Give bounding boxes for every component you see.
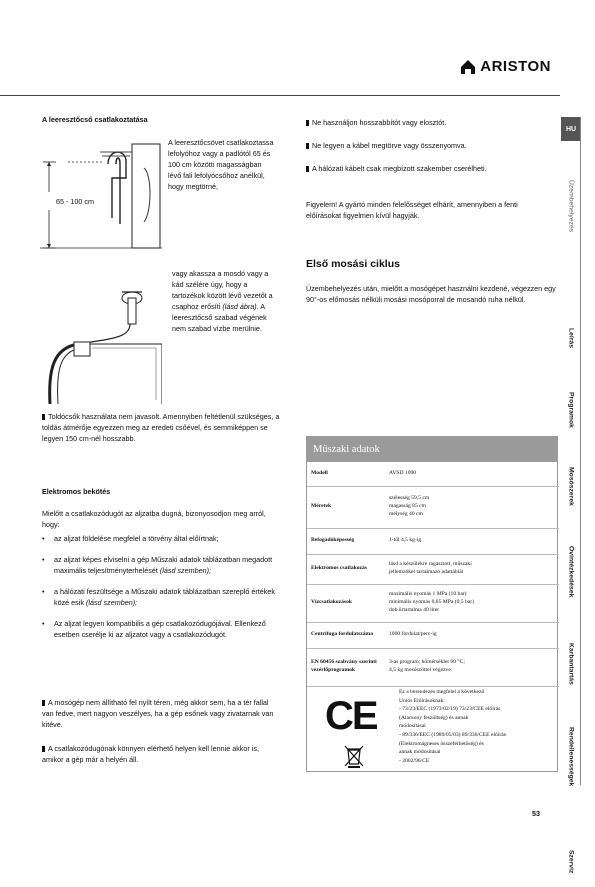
sidebar-tab-szerviz[interactable]: Szerviz [567,850,575,874]
checklist-item: • az aljzat képes elviselni a gép Műszaki adatok táblázatban megadott maximális teljesítményterhelését (lásd szemben); [42,554,282,576]
spec-value: szélesség 59,5 cm magasság 85 cm mélység 40 cm [385,486,559,528]
sidebar-tab-rendellenessegek[interactable]: Rendellenességek [567,727,575,787]
weee-bin-icon [343,744,365,768]
sidebar-tab-uzembehelyezes[interactable]: Üzembehelyezés [567,179,575,233]
note-marker [42,746,45,752]
spec-value: maximális nyomás 1 MPa (10 bar) minimális nyomás 0,05 MPa (0,5 bar) dob űrtartalma 40 liter [385,584,559,622]
note-marker [306,143,309,149]
electrical-intro: Mielőtt a csatlakozódugót az aljzatba dugná, bizonyosodjon meg arról, hogy: [42,509,266,529]
plug-access-warning: A csatlakozódugónak könnyen elérhető helyen kell lennie akkor is, amikor a gép már a helyén áll. [42,744,259,764]
sink-hook-illustration [44,288,162,404]
first-wash-text: Üzembehelyezés után, mielőtt a mosógépet használni kezdené, végezzen egy 90°-os előmosás nélküli mosási mosóporral de mosandó ruha nélkül. [306,284,556,304]
sidebar-tab-leiras[interactable]: Leírás [567,327,575,349]
spec-key: EN 60456 szabvány szerinti vezérlőprogramok [307,648,385,686]
table-row [307,554,559,584]
spec-key: Centrifuga fordulatszáma [307,622,385,648]
bullet-cable-kink: Ne legyen a kábel megtörve vagy összenyomva. [306,140,556,151]
wall-drain-illustration [40,138,162,250]
page-number: 53 [532,809,540,818]
checklist-item: • a hálózati feszültsége a Műszaki adatok táblázatban szereplő értékek közé esik (lásd szemben); [42,586,282,608]
ariston-house-icon [460,59,476,75]
bullet-cable-replace: A hálózati kábelt csak megbízott szakember cserélheti. [306,163,556,174]
ce-mark: CE [325,694,377,738]
brand-name: ARISTON [480,58,551,75]
note-marker [306,166,309,172]
bullet-no-extension: Ne használjon hosszabbítót vagy elosztót. [306,117,556,128]
spec-key: Modell [307,462,385,486]
spec-value: 1-től 4,5 kg-ig [385,528,559,554]
language-tab[interactable]: HU [561,117,581,141]
sidebar-tab-ovintezkedesek[interactable]: Óvintézkedések [567,546,575,598]
spec-key: Elektromos csatlakozás [307,554,385,584]
spec-table [306,462,558,772]
sidebar-tab-karbantartas[interactable]: Karbantartás [567,643,575,685]
extension-note: Toldócsők használata nem javasolt. Amennyiben feltétlenül szükséges, a toldás átmérője egyezzen meg az eredeti csőével, és semmiképpen se legyen 150 cm-nél hosszabb. [42,412,280,443]
section-sidebar [561,117,581,874]
spec-key: Méretek [307,486,385,528]
ce-compliance-area [307,686,557,770]
outdoor-warning: A mosógép nem állítható fel nyílt téren, még akkor sem, ha a tér fallal van fedve, mert nagyon veszélyes, ha a gép esőnek vagy zivatarnak van kitéve. [42,698,274,729]
table-row [307,462,559,486]
note-marker [42,700,45,706]
first-wash-title: Első mosási ciklus [306,258,400,270]
header-rule [0,95,560,96]
hose-instruction-1: A leeresztőcsövet csatlakoztassa lefolyóhoz vagy a padlótól 65 és 100 cm közötti magasságban lévő fali lefolyócsőhoz anélkül, hogy megtörné, [168,138,274,191]
spec-value: 3-as program; hőmérséklet 60 °C; 4,5 kg mosószöttel végezve. [385,648,559,686]
table-row [307,528,559,554]
spec-table-title: Műszaki adatok [306,436,558,462]
liability-warning: Figyelem! A gyártó minden felelősséget elhárít, amennyiben a fenti előírásokat figyelmen kívül hagyják. [306,200,518,220]
table-row [307,486,559,528]
spec-value: AVSD 1090 [385,462,559,486]
sidebar-divider [580,117,581,785]
electrical-checklist [42,533,282,640]
note-marker [306,120,309,126]
note-marker [42,414,45,420]
spec-key: Vízcsatlakozások [307,584,385,622]
hose-section-title: A leeresztőcső csatlakoztatása [42,115,148,124]
sidebar-tab-programok[interactable]: Programok [567,392,575,428]
spec-value: 1000 fordulat/perc-ig [385,622,559,648]
table-row [307,584,559,622]
electrical-section-title: Elektromos bekötés [42,487,111,496]
spec-key: Befogadóképesség [307,528,385,554]
height-dimension-label: 65 - 100 cm [56,197,94,206]
hose-instruction-2: vagy akassza a mosdó vagy a kád szélére úgy, hogy a tartozékok között lévő vezetőt a csaphoz erősíti (lásd ábra). A leeresztőcső szabad végének nem szabad vízbe merülnie. [172,269,273,333]
table-row [307,622,559,648]
ce-directives-text: Ez a berendezés megfelel a következő Uniós Előírásoknak: - 73/23/EEC (1973/02/19) 73/23/CEE előírás (Alacsony feszültség) és annak módosításai - 89/336/EEC (1989/05/03) 89/336/CEE előírás (Elektromágneses összeférhetőség) és annak módosításai - 2002/96/CE [399,689,506,764]
spec-value: lásd a készülékre ragasztott, műszaki jellemzőket tartalmazó adattáblát [385,554,559,584]
table-row [307,648,559,686]
checklist-item: • az aljzat földelése megfelel a törvény által előírtnak; [42,533,282,544]
checklist-item: • Az aljzat legyen kompatibilis a gép csatlakozódugójával. Ellenkező esetben cserélje ki az aljzatot vagy a csatlakozódugót. [42,618,282,640]
sidebar-tab-mososzerek[interactable]: Mosószerek [567,466,575,506]
ariston-logo [460,58,551,75]
